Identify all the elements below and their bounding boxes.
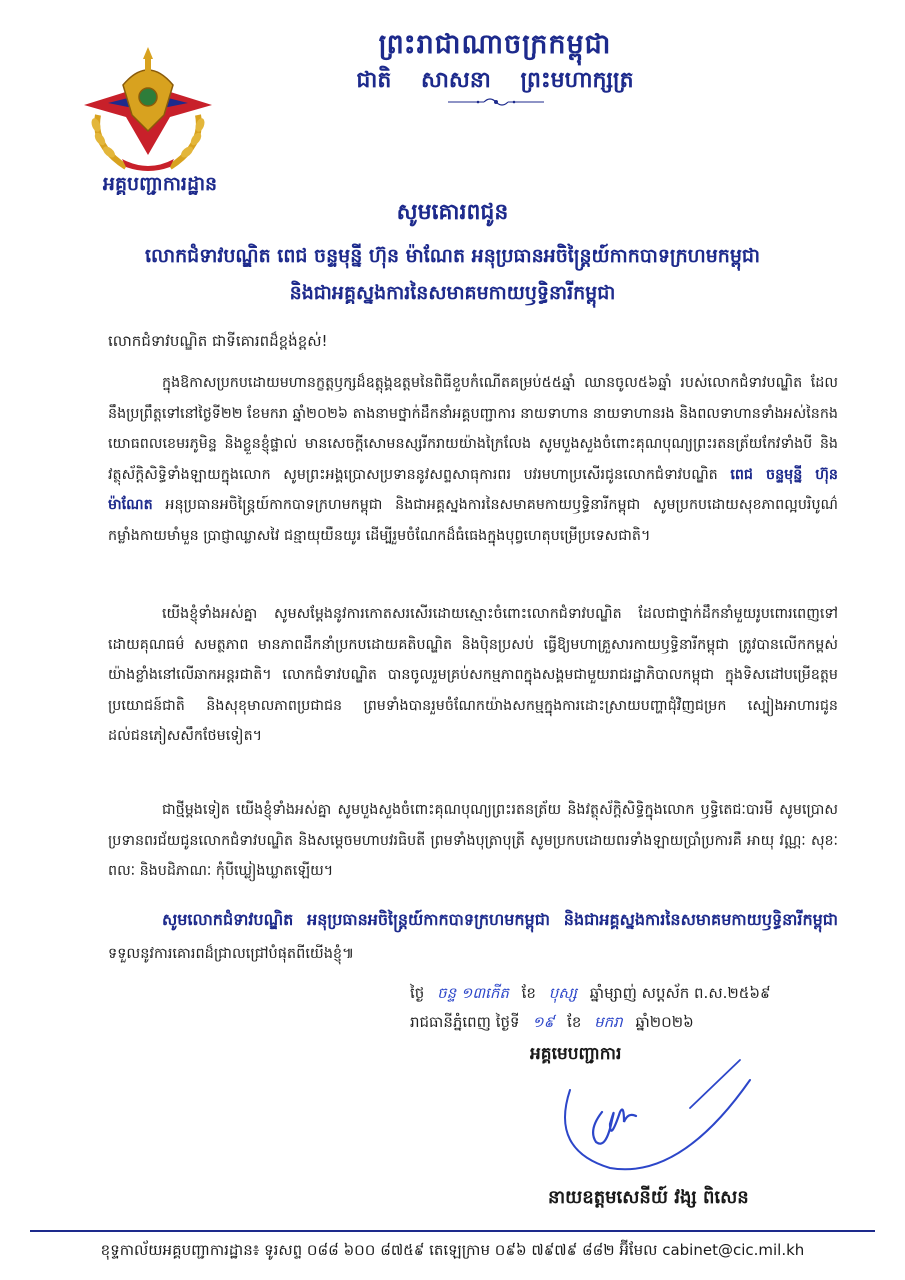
paragraph-1-text-b: អនុប្រធានអចិន្ត្រៃយ៍កាកបាទក្រហមកម្ពុជា និងជាអគ្គស្នងការនៃសមាគមកាយឫទ្ធិនារីកម្ពុជា សូមប្រកបដោយសុខភាពល្អបរិបូណ៌ កម្លាំងកាយមាំមួន ប្រាជ្ញាឈ្លាសវៃ ជន្មាយុយឺនយូរ ដើម្បីរួមចំណែកដ៏ធំធេងក្នុងបុព្វហេតុបម្រើប្រទេសជាតិ។ (108, 497, 838, 544)
signer-title: អគ្គមេបញ្ជាការ (530, 1044, 622, 1064)
lunar-month-label: ខែ (521, 984, 536, 1002)
salutation: លោកជំទាវបណ្ឌិត ជាទីគោរពដ៏ខ្ពង់ខ្ពស់! (108, 332, 328, 350)
solar-year: ឆ្នាំ២០២៦ (635, 1013, 694, 1031)
military-emblem-logo (78, 45, 218, 173)
lunar-prefix: ថ្ងៃ (410, 984, 425, 1002)
recipient-name: ពេជ ចន្ទមុន្នី ហ៊ុន ម៉ាណែត (108, 466, 839, 513)
lunar-day-handwritten: ចន្ទ ១៣កើត (437, 984, 509, 1002)
solar-month-handwritten: មករា (594, 1013, 623, 1031)
closing-bold-text: សូមលោកជំទាវបណ្ឌិត អនុប្រធានអចិន្ត្រៃយ៍កាកបាទក្រហមកម្ពុជា និងជាអគ្គស្នងការនៃសមាគមកាយឫទ្ធិនារីកម្ពុជា (162, 910, 838, 929)
respect-heading: សូមគោរពជូន (396, 200, 509, 225)
solar-month-label: ខែ (567, 1013, 582, 1031)
paragraph-1-text-a: ក្នុងឱកាសប្រកបដោយមហានក្ខត្តឫក្សដ៏ឧត្តុង្គឧត្តមនៃពិធីខួបកំណើតគម្រប់៥៥ឆ្នាំ ឈានចូល៥៦ឆ្នាំ របស់លោកជំទាវបណ្ឌិត ដែលនឹងប្រព្រឹត្តទៅនៅថ្ងៃទី២២ ខែមករា ឆ្នាំ២០២៦ តាងនាមថ្នាក់ដឹកនាំអគ្គបញ្ជាការ នាយទាហាន នាយទាហានរង និងពលទាហានទាំងអស់នៃកងយោធពលខេមរភូមិន្ទ និងខ្លួនខ្ញុំផ្ទាល់ មានសេចក្តីសោមនស្សរីករាយយ៉ាងក្រៃលែង សូមបួងសួងចំពោះគុណបុណ្យព្រះរតនត្រ័យកែវទាំងបី និងវត្ថុស័ក្តិសិទ្ធិទាំងឡាយក្នុងលោក សូមព្រះអង្គប្រោសប្រទាននូវសព្ទសាធុការពរ បវរមហាប្រសើរជូនលោកជំទាវបណ្ឌិត (108, 375, 838, 483)
lunar-month-handwritten: បុស្ស (548, 984, 578, 1002)
lunar-suffix: ឆ្នាំម្សាញ់ សប្តស័ក ព.ស.២៥៦៩ (589, 984, 771, 1002)
recipient-line-1: លោកជំទាវបណ្ឌិត ពេជ ចន្ទមុន្នី ហ៊ុន ម៉ាណែត អនុប្រធានអចិន្ត្រៃយ៍កាកបាទក្រហមកម្ពុជា (144, 245, 761, 267)
paragraph-4 (108, 904, 838, 970)
national-motto: ជាតិ សាសនា ព្រះមហាក្សត្រ (356, 68, 634, 93)
paragraph-1 (108, 368, 838, 551)
solar-day-handwritten: ១៩ (532, 1013, 555, 1031)
footer-contact: ខុទ្ទកាល័យអគ្គបញ្ជាការដ្ឋាន៖ ទូរសព្ទ ០៨៨ ៦០០ ៨៧៥៩ តេឡេក្រាម ០៩៦ ៧៩៧៩ ៨៨២ អ៊ីមែល cabinet@cic.mil.kh (100, 1241, 805, 1259)
paragraph-2-text: យើងខ្ញុំទាំងអស់គ្នា សូមសម្តែងនូវការកោតសរសើរដោយស្មោះចំពោះលោកជំទាវបណ្ឌិត ដែលជាថ្នាក់ដឹកនាំមួយរូបពោរពេញទៅដោយគុណធម៌ សមត្ថភាព មានភាពដឹកនាំប្រកបដោយគតិបណ្ឌិត និងប៉ិនប្រសប់ ធ្វើឱ្យមហាគ្រួសារកាយឫទ្ធិនារីកម្ពុជា ត្រូវបានលើកកម្ពស់យ៉ាងខ្លាំងនៅលើឆាកអន្តរជាតិ។ លោកជំទាវបណ្ឌិត បានចូលរួមគ្រប់សកម្មភាពក្នុងសង្គមជាមួយរាជរដ្ឋាភិបាលកម្ពុជា ក្នុងទិសដៅបម្រើឧត្តមប្រយោជន៍ជាតិ និងសុខុមាលភាពប្រជាជន ព្រមទាំងបានរួមចំណែកយ៉ាងសកម្មក្នុងការដោះស្រាយបញ្ហាជុំវិញជម្រក ស្បៀងអាហារជូនដល់ជនភៀសសឹកថែមទៀត។ (108, 606, 838, 744)
handwritten-signature (540, 1050, 770, 1190)
lunar-date-line (410, 984, 840, 1006)
closing-tail-text: ទទួលនូវការគោរពដ៏ជ្រាលជ្រៅបំផុតពីយើងខ្ញុំ៕ (108, 946, 355, 962)
signer-name: នាយឧត្តមសេនីយ៍ វង្ស ពិសេន (548, 1187, 749, 1208)
paragraph-2 (108, 599, 838, 752)
paragraph-3 (108, 795, 838, 887)
paragraph-3-text: ជាថ្មីម្តងទៀត យើងខ្ញុំទាំងអស់គ្នា សូមបួងសួងចំពោះគុណបុណ្យព្រះរតនត្រ័យ និងវត្ថុស័ក្តិសិទ្ធិក្នុងលោក ឫទ្ធិតេជៈបារមី សូមប្រោសប្រទានពរជ័យជូនលោកជំទាវបណ្ឌិត និងសម្តេចមហាបវរធិបតី ព្រមទាំងបុត្រាបុត្រី សូមប្រកបដោយពរទាំងឡាយប្រាំប្រការគឺ អាយុ វណ្ណៈ សុខៈ ពលៈ និងបដិភាណៈ កុំបីឃ្លៀងឃ្លាតឡើយ។ (108, 802, 838, 879)
divider-ornament (448, 96, 544, 108)
footer-divider (30, 1230, 875, 1232)
solar-prefix: រាជធានីភ្នំពេញ ថ្ងៃទី (410, 1013, 520, 1031)
solar-date-line (410, 1013, 840, 1035)
organization-name: អគ្គបញ្ជាការដ្ឋាន (102, 173, 218, 195)
recipient-line-2: និងជាអគ្គស្នងការនៃសមាគមកាយឫទ្ធិនារីកម្ពុជា (289, 282, 616, 304)
kingdom-heading: ព្រះរាជាណាចក្រកម្ពុជា (378, 29, 612, 60)
